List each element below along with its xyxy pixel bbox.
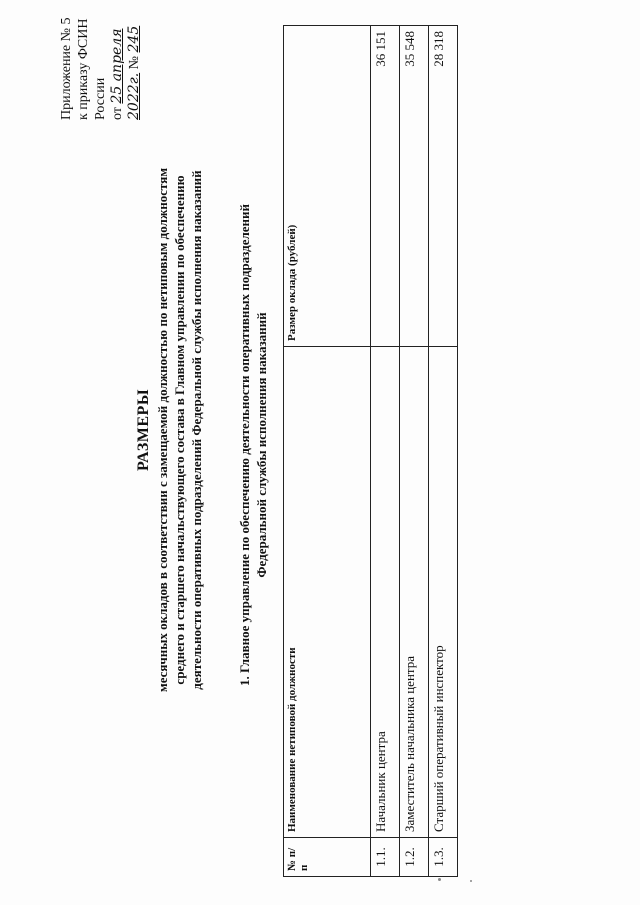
scan-speck <box>438 878 441 881</box>
date-prefix: от <box>110 107 125 120</box>
section-line-2: Федеральной службы исполнения наказаний <box>254 312 269 578</box>
heading-line-3: деятельности оперативных подразделений Федеральной службы исполнения наказаний <box>189 170 204 690</box>
table-row <box>400 26 429 877</box>
salary-table <box>283 25 458 877</box>
row-salary: 28 318 <box>429 26 458 347</box>
handwritten-number: 245 <box>126 25 142 53</box>
row-salary: 35 548 <box>400 26 429 347</box>
row-position: Начальник центра <box>371 347 400 838</box>
appendix-stamp <box>58 0 143 120</box>
table-row <box>429 26 458 877</box>
appendix-order-ref: к приказу ФСИН России <box>76 18 108 120</box>
number-prefix: № <box>127 55 142 70</box>
document-heading <box>135 65 205 795</box>
header-salary: Размер оклада (рублей) <box>284 26 371 347</box>
heading-title: РАЗМЕРЫ <box>135 388 152 472</box>
row-num: 1.2. <box>400 838 429 877</box>
section-line-1: 1. Главное управление по обеспечению деятельности оперативных подразделений <box>237 203 252 687</box>
row-num: 1.1. <box>371 838 400 877</box>
row-salary: 36 151 <box>371 26 400 347</box>
appendix-title: Приложение № 5 <box>59 17 74 120</box>
handwritten-date: 25 апреля 2022г. <box>109 28 142 120</box>
header-num: № п/п <box>284 838 371 877</box>
table-row <box>371 26 400 877</box>
heading-line-2: среднего и старшего начальствующего состава в Главном управлении по обеспечению <box>172 175 187 685</box>
heading-line-1: месячных окладов в соответствии с замещаемой должностью по нетиповым должностям <box>155 167 170 693</box>
table-header-row <box>284 26 371 877</box>
scan-speck <box>470 880 472 882</box>
header-position: Наименование нетиповой должности <box>284 347 371 838</box>
section-heading <box>236 165 270 725</box>
row-num: 1.3. <box>429 838 458 877</box>
row-position: Заместитель начальника центра <box>400 347 429 838</box>
row-position: Старший оперативный инспектор <box>429 347 458 838</box>
